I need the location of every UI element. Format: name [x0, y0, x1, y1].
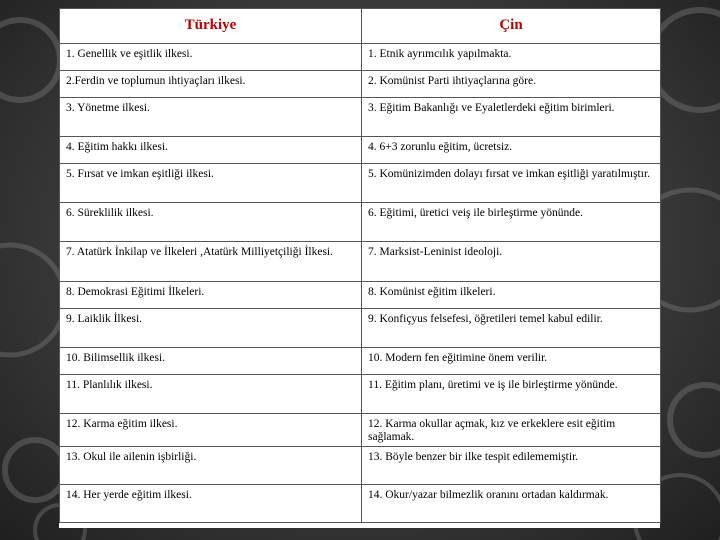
table-row — [60, 242, 661, 282]
table-row — [60, 137, 661, 164]
cell-turkiye: 5. Fırsat ve imkan eşitliği ilkesi. — [60, 164, 362, 203]
table-header-row — [60, 9, 661, 44]
table-row — [60, 98, 661, 137]
header-turkiye: Türkiye — [60, 9, 362, 44]
cell-cin: 4. 6+3 zorunlu eğitim, ücretsiz. — [362, 137, 661, 164]
table-row — [60, 309, 661, 348]
table-row — [60, 71, 661, 98]
table-row — [60, 375, 661, 414]
table-row — [60, 203, 661, 242]
cell-turkiye: 1. Genellik ve eşitlik ilkesi. — [60, 44, 362, 71]
table-row — [60, 485, 661, 523]
table-row — [60, 447, 661, 485]
cell-turkiye: 4. Eğitim hakkı ilkesi. — [60, 137, 362, 164]
table-row — [60, 164, 661, 203]
cell-cin: 10. Modern fen eğitimine önem verilir. — [362, 348, 661, 375]
cell-turkiye: 9. Laiklik İlkesi. — [60, 309, 362, 348]
cell-turkiye: 10. Bilimsellik ilkesi. — [60, 348, 362, 375]
cell-turkiye: 7. Atatürk İnkilap ve İlkeleri ,Atatürk Milliyetçiliği İlkesi. — [60, 242, 362, 282]
table-row — [60, 414, 661, 447]
cell-turkiye: 2.Ferdin ve toplumun ihtiyaçları ilkesi. — [60, 71, 362, 98]
cell-cin: 13. Böyle benzer bir ilke tespit edilememiştir. — [362, 447, 661, 485]
table-row — [60, 44, 661, 71]
cell-cin: 11. Eğitim planı, üretimi ve iş ile birleştirme yönünde. — [362, 375, 661, 414]
cell-cin: 14. Okur/yazar bilmezlik oranını ortadan kaldırmak. — [362, 485, 661, 523]
table-row — [60, 282, 661, 309]
document-sheet — [59, 8, 660, 528]
table-row — [60, 348, 661, 375]
cell-cin: 3. Eğitim Bakanlığı ve Eyaletlerdeki eğitim birimleri. — [362, 98, 661, 137]
cell-turkiye: 11. Planlılık ilkesi. — [60, 375, 362, 414]
cell-cin: 7. Marksist-Leninist ideoloji. — [362, 242, 661, 282]
cell-turkiye: 12. Karma eğitim ilkesi. — [60, 414, 362, 447]
cell-cin: 5. Komünizimden dolayı fırsat ve imkan eşitliği yaratılmıştır. — [362, 164, 661, 203]
cell-cin: 2. Komünist Parti ihtiyaçlarına göre. — [362, 71, 661, 98]
cell-cin: 6. Eğitimi, üretici veiş ile birleştirme yönünde. — [362, 203, 661, 242]
cell-cin: 9. Konfiçyus felsefesi, öğretileri temel kabul edilir. — [362, 309, 661, 348]
cell-cin: 12. Karma okullar açmak, kız ve erkeklere esit eğitim sağlamak. — [362, 414, 661, 447]
cell-turkiye: 6. Süreklilik ilkesi. — [60, 203, 362, 242]
header-cin: Çin — [362, 9, 661, 44]
cell-cin: 8. Komünist eğitim ilkeleri. — [362, 282, 661, 309]
cell-turkiye: 8. Demokrasi Eğitimi İlkeleri. — [60, 282, 362, 309]
cell-turkiye: 14. Her yerde eğitim ilkesi. — [60, 485, 362, 523]
cell-cin: 1. Etnik ayrımcılık yapılmakta. — [362, 44, 661, 71]
cell-turkiye: 13. Okul ile ailenin işbirliği. — [60, 447, 362, 485]
comparison-table — [59, 8, 661, 523]
cell-turkiye: 3. Yönetme ilkesi. — [60, 98, 362, 137]
